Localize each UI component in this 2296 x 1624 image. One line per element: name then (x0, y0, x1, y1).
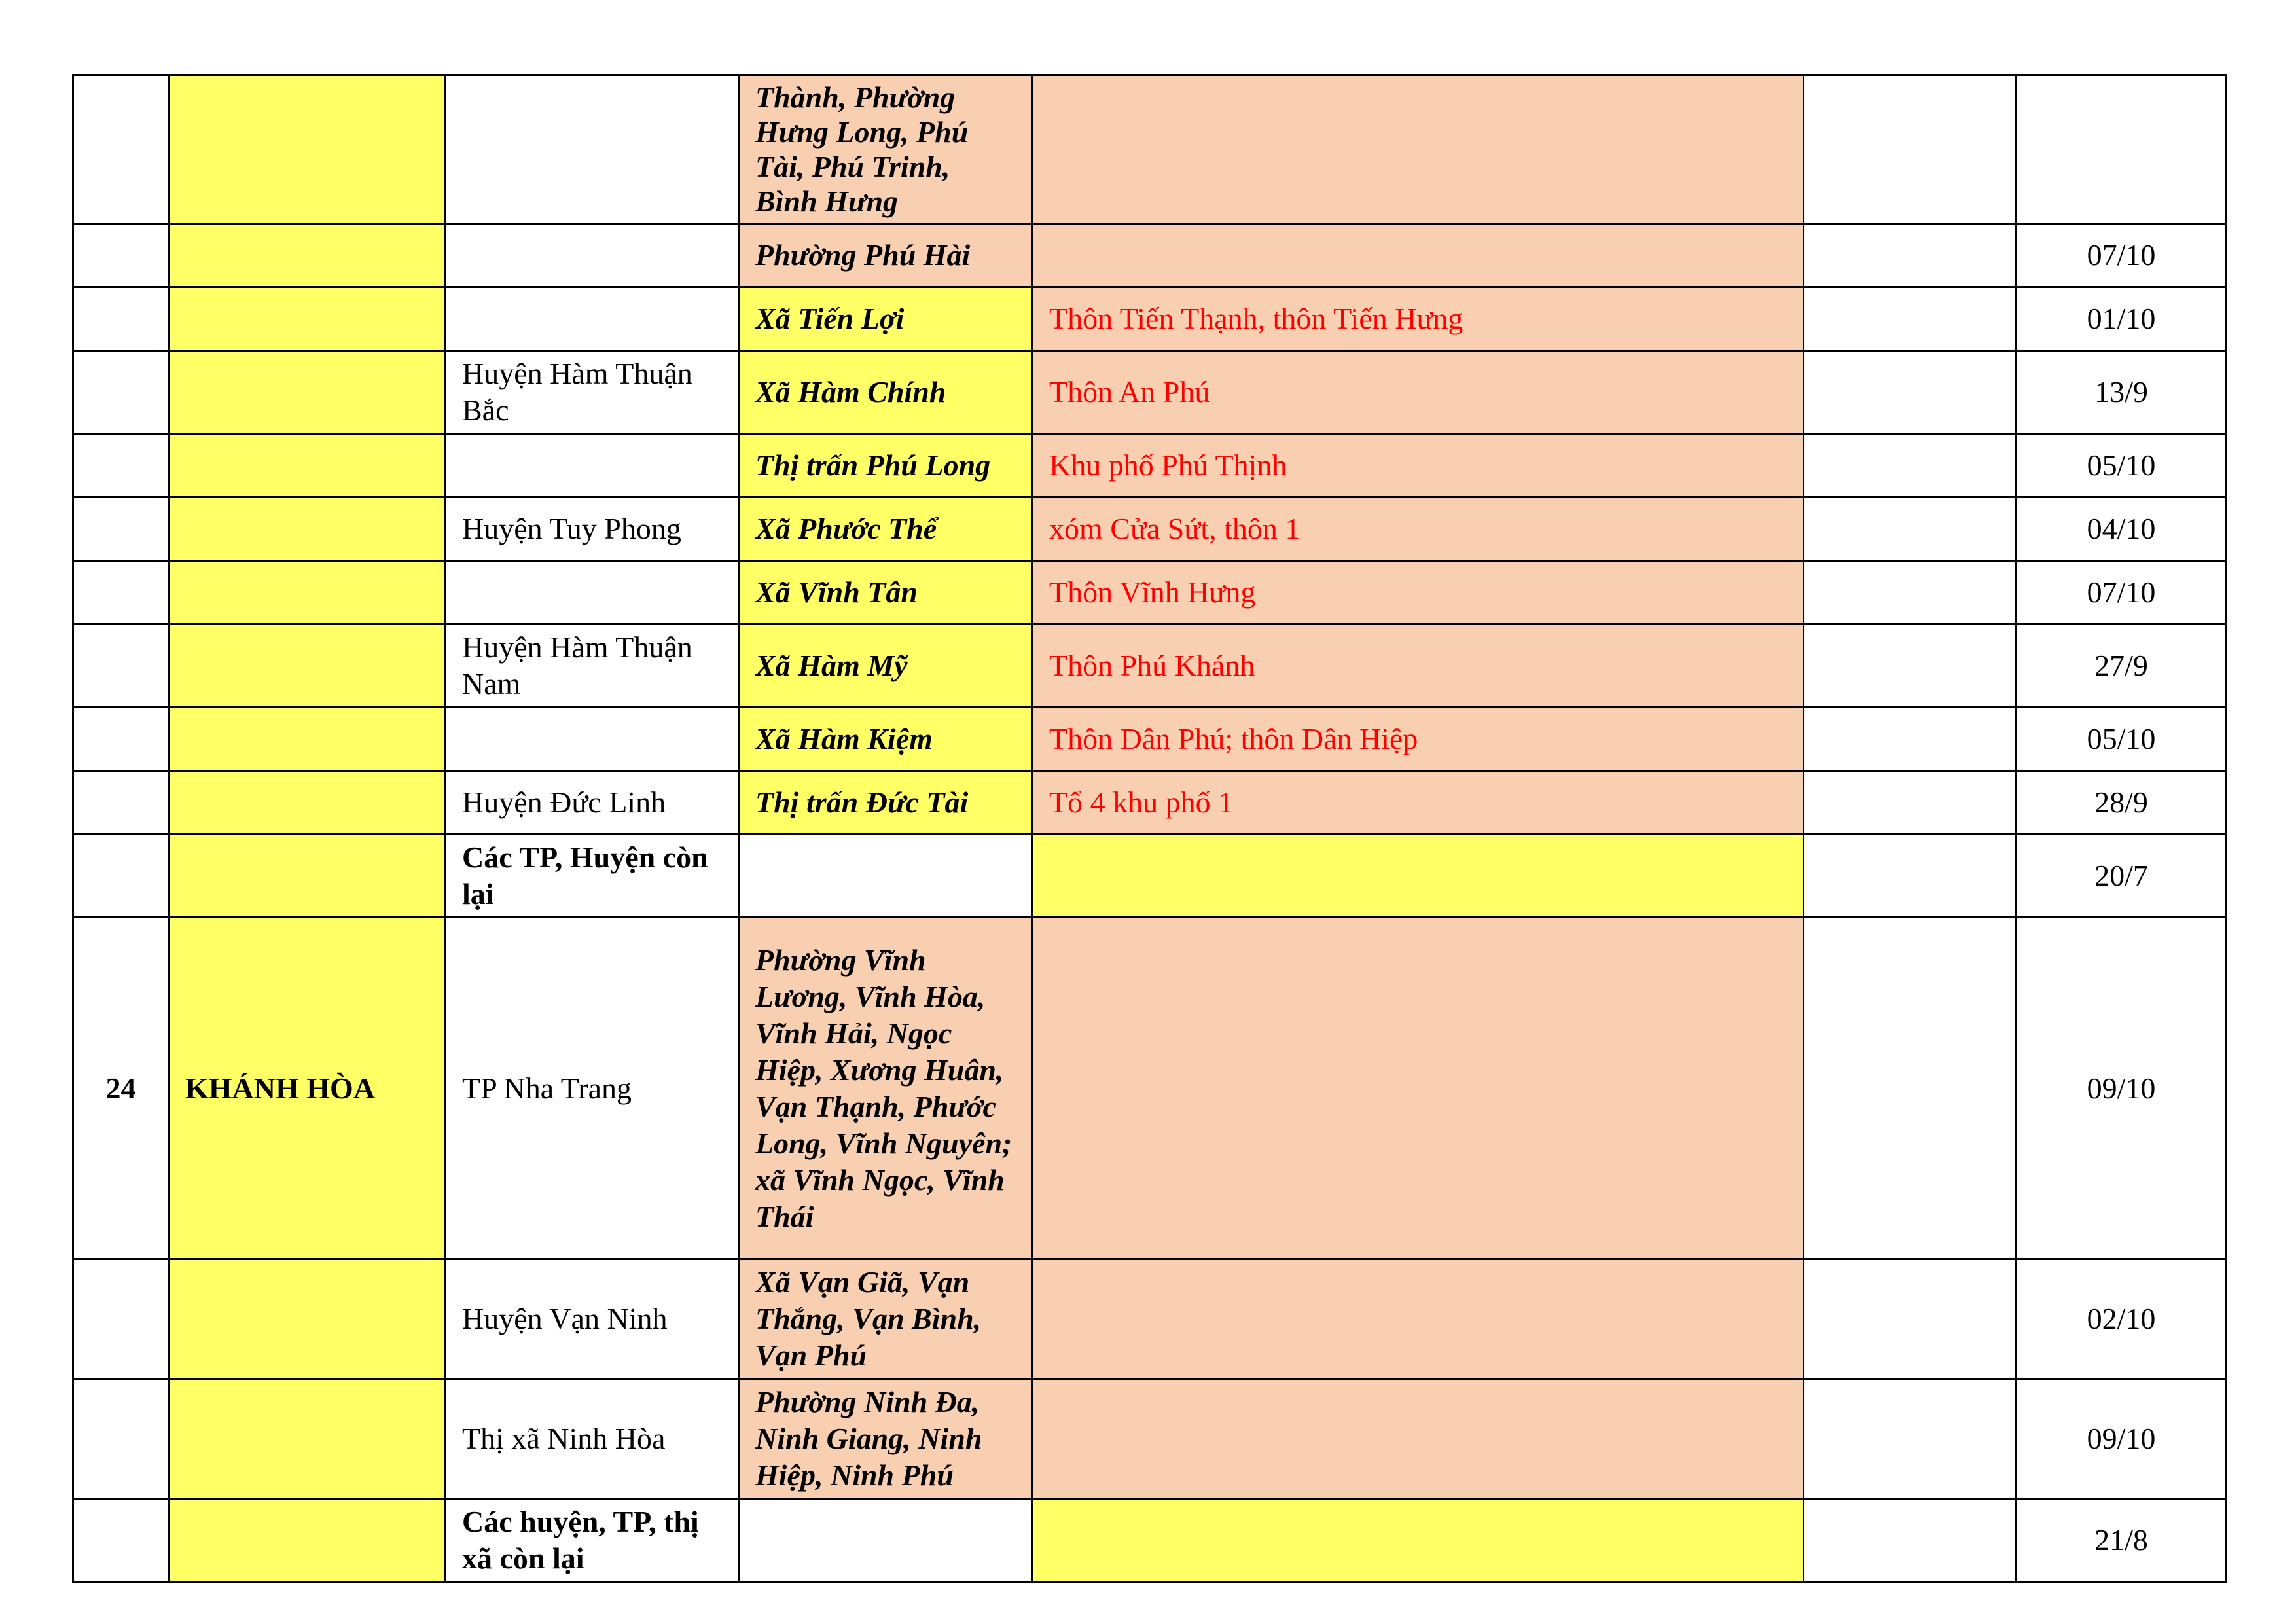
district-cell (446, 287, 739, 351)
area-cell (1033, 1379, 1804, 1499)
area-cell: Thôn An Phú (1033, 351, 1804, 434)
table-row (73, 351, 2227, 434)
note-cell (1804, 918, 2017, 1259)
commune-cell: Xã Vĩnh Tân (739, 561, 1033, 624)
table-row (73, 1259, 2227, 1379)
area-cell (1033, 1259, 1804, 1379)
area-cell: Thôn Dân Phú; thôn Dân Hiệp (1033, 708, 1804, 771)
note-cell (1804, 624, 2017, 708)
district-cell: Huyện Vạn Ninh (446, 1259, 739, 1379)
province-cell (169, 497, 446, 561)
note-cell (1804, 561, 2017, 624)
province-cell (169, 561, 446, 624)
note-cell (1804, 497, 2017, 561)
province-cell (169, 1259, 446, 1379)
area-cell: Tổ 4 khu phố 1 (1033, 771, 1804, 835)
commune-cell: Xã Vạn Giã, Vạn Thắng, Vạn Bình, Vạn Phú (739, 1259, 1033, 1379)
commune-cell: Thị trấn Phú Long (739, 434, 1033, 497)
province-cell (169, 351, 446, 434)
commune-cell: Phường Vĩnh Lương, Vĩnh Hòa, Vĩnh Hải, Ngọc Hiệp, Xương Huân, Vạn Thạnh, Phước Long, Vĩnh Nguyên; xã Vĩnh Ngọc, Vĩnh Thái (739, 918, 1033, 1259)
province-cell (169, 1379, 446, 1499)
table-row (73, 1499, 2227, 1582)
district-cell: Các TP, Huyện còn lại (446, 835, 739, 918)
date-cell (2017, 75, 2227, 224)
stt-cell (73, 224, 169, 287)
area-cell (1033, 835, 1804, 918)
table-row (73, 287, 2227, 351)
district-cell (446, 75, 739, 224)
area-cell: xóm Cửa Sứt, thôn 1 (1033, 497, 1804, 561)
stt-cell (73, 771, 169, 835)
commune-cell: Xã Tiến Lợi (739, 287, 1033, 351)
district-cell: Huyện Hàm Thuận Nam (446, 624, 739, 708)
note-cell (1804, 75, 2017, 224)
commune-cell: Phường Phú Hài (739, 224, 1033, 287)
note-cell (1804, 1499, 2017, 1582)
area-cell (1033, 918, 1804, 1259)
area-cell (1033, 1499, 1804, 1582)
note-cell (1804, 708, 2017, 771)
province-cell (169, 75, 446, 224)
commune-cell (739, 835, 1033, 918)
table-row (73, 771, 2227, 835)
province-cell (169, 287, 446, 351)
district-cell (446, 224, 739, 287)
district-cell (446, 708, 739, 771)
table-row (73, 835, 2227, 918)
date-cell: 20/7 (2017, 835, 2227, 918)
commune-cell: Xã Hàm Kiệm (739, 708, 1033, 771)
table-row (73, 497, 2227, 561)
area-cell (1033, 224, 1804, 287)
date-cell: 21/8 (2017, 1499, 2227, 1582)
commune-cell: Thị trấn Đức Tài (739, 771, 1033, 835)
district-cell: Huyện Hàm Thuận Bắc (446, 351, 739, 434)
table-row (73, 918, 2227, 1259)
district-cell (446, 434, 739, 497)
note-cell (1804, 287, 2017, 351)
date-cell: 05/10 (2017, 708, 2227, 771)
table-row (73, 1379, 2227, 1499)
note-cell (1804, 224, 2017, 287)
stt-cell (73, 624, 169, 708)
area-cell: Thôn Phú Khánh (1033, 624, 1804, 708)
area-cell: Khu phố Phú Thịnh (1033, 434, 1804, 497)
stt-cell (73, 287, 169, 351)
stt-cell (73, 497, 169, 561)
commune-cell: Xã Hàm Mỹ (739, 624, 1033, 708)
table-row (73, 75, 2227, 224)
table-row (73, 224, 2227, 287)
stt-cell (73, 351, 169, 434)
district-cell (446, 561, 739, 624)
table-row (73, 708, 2227, 771)
commune-cell: Xã Hàm Chính (739, 351, 1033, 434)
stt-cell (73, 1259, 169, 1379)
area-cell: Thôn Tiến Thạnh, thôn Tiến Hưng (1033, 287, 1804, 351)
province-cell (169, 624, 446, 708)
commune-cell: Phường Ninh Đa, Ninh Giang, Ninh Hiệp, Ninh Phú (739, 1379, 1033, 1499)
date-cell: 13/9 (2017, 351, 2227, 434)
stt-cell: 24 (73, 918, 169, 1259)
stt-cell (73, 434, 169, 497)
date-cell: 04/10 (2017, 497, 2227, 561)
note-cell (1804, 835, 2017, 918)
stt-cell (73, 1499, 169, 1582)
stt-cell (73, 835, 169, 918)
date-cell: 28/9 (2017, 771, 2227, 835)
table-row (73, 624, 2227, 708)
stt-cell (73, 708, 169, 771)
area-cell (1033, 75, 1804, 224)
date-cell: 09/10 (2017, 918, 2227, 1259)
date-cell: 01/10 (2017, 287, 2227, 351)
commune-cell (739, 1499, 1033, 1582)
stt-cell (73, 1379, 169, 1499)
table-row (73, 434, 2227, 497)
district-cell: Thị xã Ninh Hòa (446, 1379, 739, 1499)
date-cell: 07/10 (2017, 224, 2227, 287)
commune-cell: Xã Phước Thể (739, 497, 1033, 561)
area-cell: Thôn Vĩnh Hưng (1033, 561, 1804, 624)
province-cell (169, 434, 446, 497)
district-cell: Huyện Đức Linh (446, 771, 739, 835)
province-cell (169, 224, 446, 287)
date-cell: 05/10 (2017, 434, 2227, 497)
note-cell (1804, 351, 2017, 434)
district-cell: TP Nha Trang (446, 918, 739, 1259)
commune-cell: Thành, Phường Hưng Long, Phú Tài, Phú Trinh, Bình Hưng (739, 75, 1033, 224)
stt-cell (73, 75, 169, 224)
province-cell (169, 1499, 446, 1582)
district-cell: Huyện Tuy Phong (446, 497, 739, 561)
note-cell (1804, 434, 2017, 497)
date-cell: 07/10 (2017, 561, 2227, 624)
table-row (73, 561, 2227, 624)
note-cell (1804, 1379, 2017, 1499)
province-cell: KHÁNH HÒA (169, 918, 446, 1259)
province-cell (169, 708, 446, 771)
province-cell (169, 835, 446, 918)
stt-cell (73, 561, 169, 624)
province-cell (169, 771, 446, 835)
date-cell: 02/10 (2017, 1259, 2227, 1379)
date-cell: 27/9 (2017, 624, 2227, 708)
note-cell (1804, 1259, 2017, 1379)
outbreak-areas-table (72, 74, 2227, 1583)
note-cell (1804, 771, 2017, 835)
date-cell: 09/10 (2017, 1379, 2227, 1499)
district-cell: Các huyện, TP, thị xã còn lại (446, 1499, 739, 1582)
